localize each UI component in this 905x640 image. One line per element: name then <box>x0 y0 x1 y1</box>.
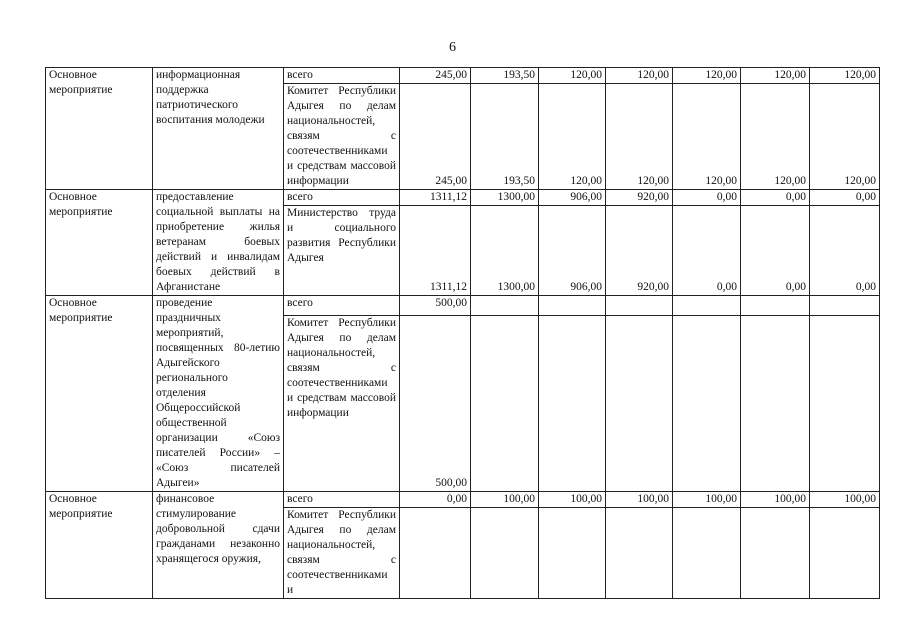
value-cell <box>539 508 606 599</box>
value-cell: 120,00 <box>606 68 673 84</box>
value-cell: 100,00 <box>810 492 880 508</box>
value-cell <box>471 508 539 599</box>
value-cell <box>810 296 880 316</box>
value-cell <box>741 296 810 316</box>
table-row <box>46 492 880 508</box>
value-cell: 920,00 <box>606 190 673 206</box>
event-type-cell: Основное мероприятие <box>46 296 153 492</box>
value-cell: 120,00 <box>539 68 606 84</box>
value-cell <box>741 508 810 599</box>
value-cell: 0,00 <box>741 190 810 206</box>
value-cell: 906,00 <box>539 190 606 206</box>
value-cell: 193,50 <box>471 68 539 84</box>
event-description-cell: проведение праздничных мероприятий, посвященных 80-летию Адыгейского регионального отделения Общероссийской общественной организации «Союз писателей России» – «Союз писателей Адыгеи» <box>153 296 284 492</box>
value-cell: 0,00 <box>673 190 741 206</box>
value-cell <box>673 508 741 599</box>
value-cell: 193,50 <box>471 84 539 190</box>
value-cell: 120,00 <box>741 84 810 190</box>
value-cell: 1311,12 <box>400 206 471 296</box>
value-cell: 1311,12 <box>400 190 471 206</box>
value-cell: 920,00 <box>606 206 673 296</box>
value-cell <box>606 508 673 599</box>
value-cell: 0,00 <box>810 190 880 206</box>
executor-cell: Комитет Республики Адыгея по делам национальностей, связям с соотечественниками и средствам массовой информации <box>284 315 400 491</box>
value-cell: 100,00 <box>606 492 673 508</box>
value-cell: 245,00 <box>400 68 471 84</box>
value-cell: 120,00 <box>810 84 880 190</box>
value-cell <box>606 296 673 316</box>
value-cell: 100,00 <box>539 492 606 508</box>
executor-cell: Министерство труда и социального развития Республики Адыгея <box>284 206 400 296</box>
table-row <box>46 296 880 316</box>
value-cell <box>673 296 741 316</box>
event-type-cell: Основное мероприятие <box>46 190 153 296</box>
value-cell <box>400 508 471 599</box>
value-cell: 100,00 <box>471 492 539 508</box>
table-row <box>46 190 880 206</box>
total-label-cell: всего <box>284 190 400 206</box>
value-cell: 500,00 <box>400 315 471 491</box>
value-cell: 500,00 <box>400 296 471 316</box>
value-cell <box>606 315 673 491</box>
value-cell <box>471 296 539 316</box>
executor-cell: Комитет Республики Адыгея по делам национальностей, связям с соотечественниками и <box>284 508 400 599</box>
value-cell: 0,00 <box>400 492 471 508</box>
total-label-cell: всего <box>284 492 400 508</box>
table-row <box>46 68 880 84</box>
value-cell <box>539 315 606 491</box>
value-cell: 100,00 <box>673 492 741 508</box>
value-cell: 120,00 <box>741 68 810 84</box>
value-cell: 0,00 <box>810 206 880 296</box>
event-description-cell: предоставление социальной выплаты на приобретение жилья ветеранам боевых действий и инвалидам боевых действий в Афганистане <box>153 190 284 296</box>
page-number: 6 <box>449 40 456 55</box>
value-cell: 0,00 <box>741 206 810 296</box>
total-label-cell: всего <box>284 296 400 316</box>
value-cell: 120,00 <box>673 84 741 190</box>
budget-table <box>45 67 880 599</box>
value-cell <box>471 315 539 491</box>
value-cell: 120,00 <box>673 68 741 84</box>
value-cell <box>741 315 810 491</box>
event-description-cell: финансовое стимулирование добровольной сдачи гражданами незаконно хранящегося оружия, <box>153 492 284 599</box>
value-cell <box>810 508 880 599</box>
value-cell: 1300,00 <box>471 206 539 296</box>
value-cell <box>539 296 606 316</box>
executor-cell: Комитет Республики Адыгея по делам национальностей, связям с соотечественниками и средствам массовой информации <box>284 84 400 190</box>
value-cell: 0,00 <box>673 206 741 296</box>
value-cell: 1300,00 <box>471 190 539 206</box>
event-description-cell: информационная поддержка патриотического воспитания молодежи <box>153 68 284 190</box>
value-cell: 120,00 <box>539 84 606 190</box>
value-cell: 120,00 <box>810 68 880 84</box>
value-cell: 100,00 <box>741 492 810 508</box>
value-cell: 120,00 <box>606 84 673 190</box>
value-cell: 245,00 <box>400 84 471 190</box>
total-label-cell: всего <box>284 68 400 84</box>
event-type-cell: Основное мероприятие <box>46 68 153 190</box>
value-cell <box>673 315 741 491</box>
value-cell: 906,00 <box>539 206 606 296</box>
value-cell <box>810 315 880 491</box>
event-type-cell: Основное мероприятие <box>46 492 153 599</box>
